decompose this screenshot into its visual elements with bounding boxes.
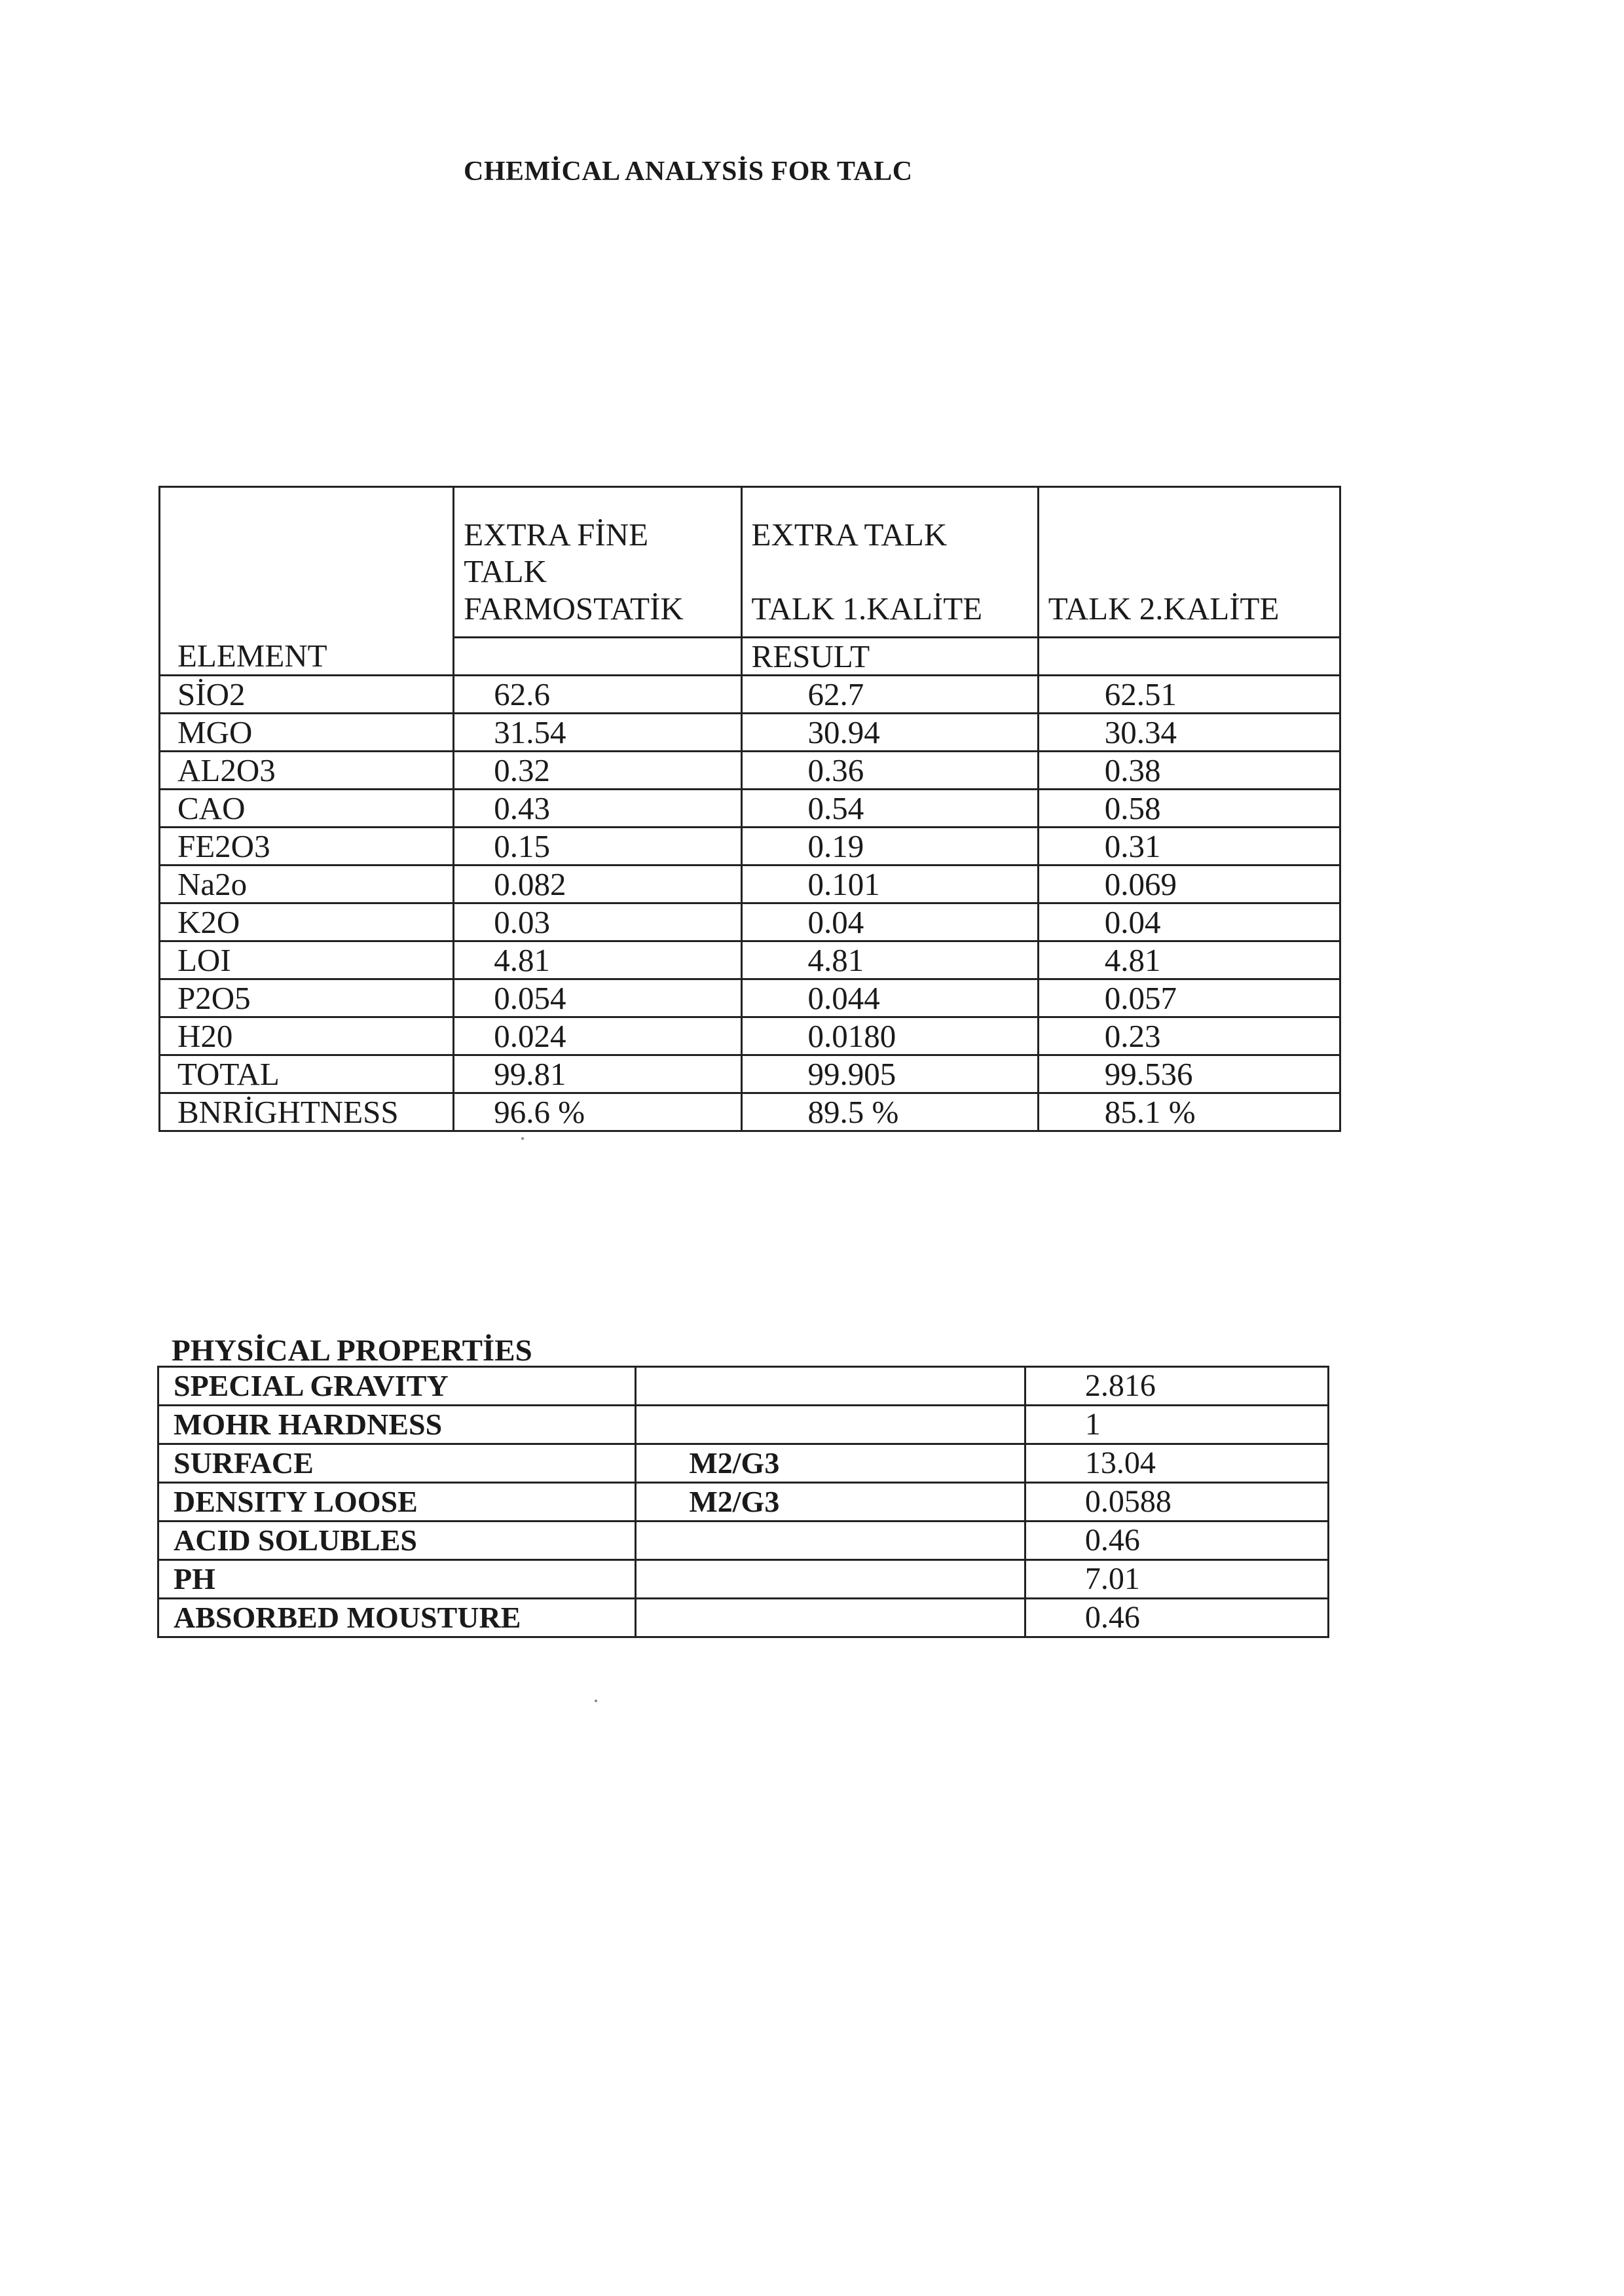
extra-fine-value-cell: 0.32 xyxy=(454,752,741,790)
property-name-cell: DENSITY LOOSE xyxy=(158,1483,636,1522)
extra-fine-value-cell: 31.54 xyxy=(454,714,741,752)
extra-talk-value-cell: 0.54 xyxy=(741,790,1038,828)
extra-talk-value-cell: 0.04 xyxy=(741,903,1038,941)
property-value-cell: 0.0588 xyxy=(1025,1483,1328,1522)
table-subheader-row xyxy=(160,638,1340,676)
header-cell-extra-talk xyxy=(741,487,1038,638)
property-unit-cell xyxy=(636,1406,1025,1444)
table-row xyxy=(160,979,1340,1017)
table-row xyxy=(160,1017,1340,1055)
chemical-analysis-table xyxy=(158,486,1341,1132)
scan-speck xyxy=(521,1137,524,1140)
table-header-row xyxy=(160,487,1340,638)
header-cell-empty xyxy=(160,487,454,638)
extra-talk-value-cell: 0.044 xyxy=(741,979,1038,1017)
property-unit-cell xyxy=(636,1560,1025,1599)
talk-2-value-cell: 30.34 xyxy=(1038,714,1340,752)
extra-fine-value-cell: 96.6 % xyxy=(454,1093,741,1131)
element-cell: H20 xyxy=(160,1017,454,1055)
extra-talk-value-cell: 0.19 xyxy=(741,828,1038,866)
element-cell: CAO xyxy=(160,790,454,828)
property-value-cell: 7.01 xyxy=(1025,1560,1328,1599)
extra-fine-value-cell: 0.43 xyxy=(454,790,741,828)
scan-speck xyxy=(595,1700,597,1702)
property-value-cell: 13.04 xyxy=(1025,1444,1328,1483)
talk-2-value-cell: 4.81 xyxy=(1038,941,1340,979)
extra-fine-value-cell: 0.03 xyxy=(454,903,741,941)
element-column-header: ELEMENT xyxy=(160,638,454,676)
talk-2-value-cell: 0.58 xyxy=(1038,790,1340,828)
table-row xyxy=(160,828,1340,866)
table-row xyxy=(160,1055,1340,1093)
extra-talk-value-cell: 0.36 xyxy=(741,752,1038,790)
extra-talk-value-cell: 0.101 xyxy=(741,866,1038,903)
property-value-cell: 2.816 xyxy=(1025,1367,1328,1406)
extra-fine-value-cell: 0.024 xyxy=(454,1017,741,1055)
property-name-cell: ABSORBED MOUSTURE xyxy=(158,1599,636,1637)
chemical-rows xyxy=(160,676,1340,1131)
property-value-cell: 1 xyxy=(1025,1406,1328,1444)
table-row xyxy=(158,1522,1329,1560)
extra-fine-value-cell: 4.81 xyxy=(454,941,741,979)
element-cell: K2O xyxy=(160,903,454,941)
property-unit-cell xyxy=(636,1599,1025,1637)
table-row xyxy=(160,790,1340,828)
table-row xyxy=(158,1599,1329,1637)
extra-talk-value-cell: 4.81 xyxy=(741,941,1038,979)
table-row xyxy=(158,1406,1329,1444)
property-name-cell: MOHR HARDNESS xyxy=(158,1406,636,1444)
talk-2-value-cell: 0.057 xyxy=(1038,979,1340,1017)
property-name-cell: SPECIAL GRAVITY xyxy=(158,1367,636,1406)
element-cell: TOTAL xyxy=(160,1055,454,1093)
talk-2-value-cell: 0.04 xyxy=(1038,903,1340,941)
property-unit-cell xyxy=(636,1367,1025,1406)
header-cell-extra-fine-talk xyxy=(454,487,741,638)
table-row xyxy=(160,752,1340,790)
header-line: EXTRA TALK xyxy=(751,516,948,553)
header-cell-talk-2-kalite xyxy=(1038,487,1340,638)
subheader-cell-empty xyxy=(1038,638,1340,676)
property-value-cell: 0.46 xyxy=(1025,1599,1328,1637)
element-cell: P2O5 xyxy=(160,979,454,1017)
extra-fine-value-cell: 62.6 xyxy=(454,676,741,714)
property-value-cell: 0.46 xyxy=(1025,1522,1328,1560)
result-subheader: RESULT xyxy=(741,638,1038,676)
extra-talk-value-cell: 30.94 xyxy=(741,714,1038,752)
property-unit-cell: M2/G3 xyxy=(636,1483,1025,1522)
talk-2-value-cell: 0.31 xyxy=(1038,828,1340,866)
element-cell: SİO2 xyxy=(160,676,454,714)
talk-2-value-cell: 62.51 xyxy=(1038,676,1340,714)
table-row xyxy=(160,714,1340,752)
table-row xyxy=(158,1560,1329,1599)
extra-fine-value-cell: 0.15 xyxy=(454,828,741,866)
property-unit-cell: M2/G3 xyxy=(636,1444,1025,1483)
header-line: TALK 1.KALİTE xyxy=(751,590,983,627)
table-row xyxy=(160,866,1340,903)
talk-2-value-cell: 0.23 xyxy=(1038,1017,1340,1055)
element-cell: MGO xyxy=(160,714,454,752)
table-row xyxy=(158,1367,1329,1406)
table-row xyxy=(158,1483,1329,1522)
table-row xyxy=(160,1093,1340,1131)
physical-rows xyxy=(158,1367,1329,1637)
header-line: FARMOSTATİK xyxy=(464,590,684,627)
page-title: CHEMİCAL ANALYSİS FOR TALC xyxy=(464,156,913,187)
header-line: TALK xyxy=(464,553,547,590)
table-row xyxy=(160,676,1340,714)
header-line: TALK 2.KALİTE xyxy=(1048,590,1280,627)
extra-talk-value-cell: 89.5 % xyxy=(741,1093,1038,1131)
element-cell: Na2o xyxy=(160,866,454,903)
physical-properties-table xyxy=(157,1366,1329,1638)
element-cell: BNRİGHTNESS xyxy=(160,1093,454,1131)
physical-properties-title: PHYSİCAL PROPERTİES xyxy=(172,1334,532,1368)
talk-2-value-cell: 85.1 % xyxy=(1038,1093,1340,1131)
element-cell: FE2O3 xyxy=(160,828,454,866)
extra-talk-value-cell: 0.0180 xyxy=(741,1017,1038,1055)
extra-talk-value-cell: 62.7 xyxy=(741,676,1038,714)
property-name-cell: ACID SOLUBLES xyxy=(158,1522,636,1560)
property-name-cell: PH xyxy=(158,1560,636,1599)
table-row xyxy=(160,903,1340,941)
element-cell: LOI xyxy=(160,941,454,979)
talk-2-value-cell: 0.38 xyxy=(1038,752,1340,790)
property-name-cell: SURFACE xyxy=(158,1444,636,1483)
header-line: EXTRA FİNE xyxy=(464,516,649,553)
property-unit-cell xyxy=(636,1522,1025,1560)
talk-2-value-cell: 99.536 xyxy=(1038,1055,1340,1093)
extra-fine-value-cell: 0.082 xyxy=(454,866,741,903)
subheader-cell-empty xyxy=(454,638,741,676)
element-cell: AL2O3 xyxy=(160,752,454,790)
talk-2-value-cell: 0.069 xyxy=(1038,866,1340,903)
header-line xyxy=(752,553,1028,590)
table-row xyxy=(160,941,1340,979)
table-row xyxy=(158,1444,1329,1483)
extra-fine-value-cell: 99.81 xyxy=(454,1055,741,1093)
extra-talk-value-cell: 99.905 xyxy=(741,1055,1038,1093)
extra-fine-value-cell: 0.054 xyxy=(454,979,741,1017)
